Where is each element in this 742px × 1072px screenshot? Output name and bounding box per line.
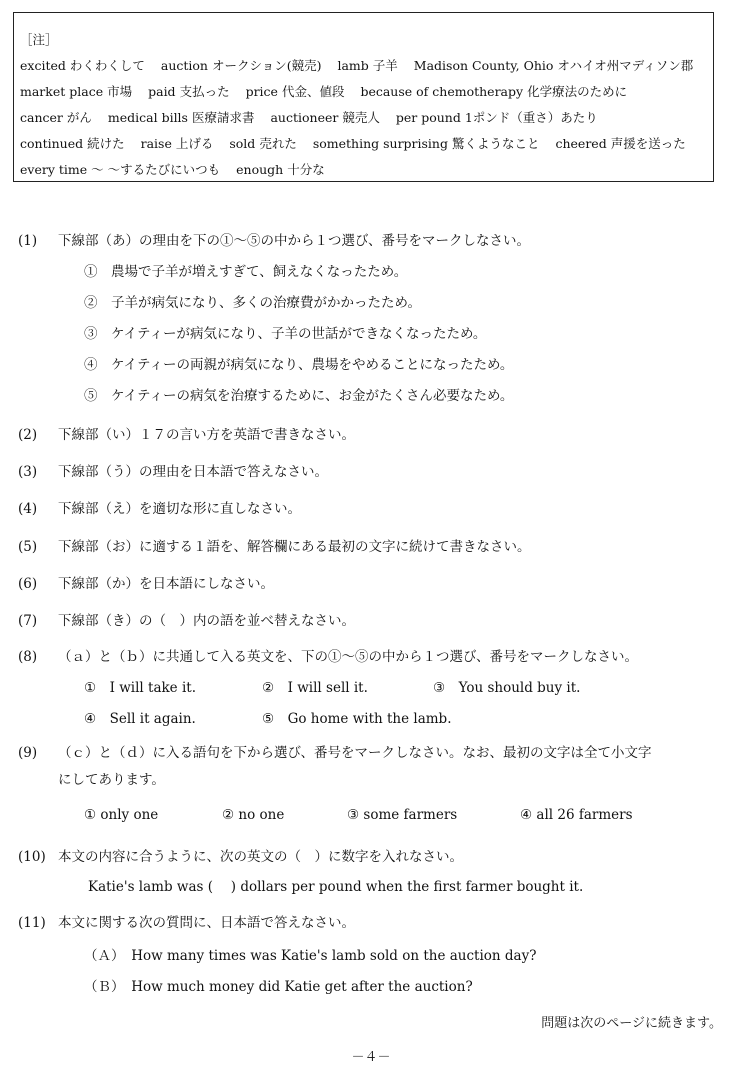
notes-row-4 <box>20 131 707 157</box>
question-9-continuation: にしてあります。 <box>58 772 165 788</box>
question-text: （ｃ）と（ｄ）に入る語句を下から選び、番号をマークしなさい。なお、最初の文字は全て小文字 <box>58 745 652 761</box>
q8-option-3: ③ You should buy it. <box>433 680 581 696</box>
question-6 <box>18 572 274 592</box>
continue-note: 問題は次のページに続きます。 <box>541 1016 722 1031</box>
question-10 <box>18 845 463 865</box>
question-7 <box>18 609 355 629</box>
notes-row-2 <box>20 79 707 105</box>
q1-option-1: ① 農場で子羊が増えすぎて、飼えなくなったため。 <box>84 264 408 280</box>
q8-option-2: ② I will sell it. <box>262 680 368 696</box>
q9-option-2: ② no one <box>222 807 285 823</box>
note-term: auctioneer 競売人 <box>270 110 380 125</box>
q9-option-3: ③ some farmers <box>347 807 458 823</box>
notes-title: ［注］ <box>20 32 58 47</box>
question-9 <box>18 741 651 761</box>
question-number: (11) <box>18 915 46 931</box>
note-term: auction オークション(競売) <box>160 58 322 73</box>
note-term: Madison County, Ohio オハイオ州マディソン郡 <box>413 58 694 73</box>
question-text: 下線部（い）１７の言い方を英語で書きなさい。 <box>58 427 355 443</box>
question-4 <box>18 497 301 517</box>
note-term: cancer がん <box>20 110 92 125</box>
question-2 <box>18 423 355 443</box>
question-number: (9) <box>18 745 38 761</box>
question-text: 下線部（う）の理由を日本語で答えなさい。 <box>58 464 328 480</box>
note-term: sold 売れた <box>229 136 297 151</box>
notes-row-5 <box>20 157 707 183</box>
q8-option-5: ⑤ Go home with the lamb. <box>262 711 452 727</box>
question-text: 下線部（え）を適切な形に直しなさい。 <box>58 501 301 517</box>
q8-option-1: ① I will take it. <box>84 680 196 696</box>
question-number: (1) <box>18 233 38 249</box>
q1-option-5: ⑤ ケイティーの病気を治療するために、お金がたくさん必要なため。 <box>84 388 514 404</box>
note-term: medical bills 医療請求書 <box>107 110 255 125</box>
note-term: price 代金、値段 <box>245 84 345 99</box>
question-number: (7) <box>18 613 38 629</box>
q1-option-2: ② 子羊が病気になり、多くの治療費がかかったため。 <box>84 295 421 311</box>
q9-option-4: ④ all 26 farmers <box>520 807 633 823</box>
question-text: 本文の内容に合うように、次の英文の（ ）に数字を入れなさい。 <box>58 849 463 865</box>
q11-sub-a: （Ａ） How many times was Katie's lamb sold on the auction day? <box>84 948 537 964</box>
note-term: cheered 声援を送った <box>555 136 686 151</box>
question-1 <box>18 229 530 249</box>
q10-sentence: Katie's lamb was ( ) dollars per pound when the first farmer bought it. <box>88 879 584 895</box>
question-number: (4) <box>18 501 38 517</box>
notes-box <box>13 12 714 182</box>
question-text: 下線部（あ）の理由を下の①～⑤の中から１つ選び、番号をマークしなさい。 <box>58 233 530 249</box>
note-term: paid 支払った <box>148 84 230 99</box>
question-text: （ａ）と（ｂ）に共通して入る英文を、下の①～⑤の中から１つ選び、番号をマークしなさい。 <box>58 649 638 665</box>
question-text: 下線部（き）の（ ）内の語を並べ替えなさい。 <box>58 613 355 629</box>
question-text: 下線部（か）を日本語にしなさい。 <box>58 576 274 592</box>
note-term: because of chemotherapy 化学療法のために <box>360 84 628 99</box>
note-term: something surprising 驚くようなこと <box>312 136 540 151</box>
question-text: 下線部（お）に適する１語を、解答欄にある最初の文字に続けて書きなさい。 <box>58 539 531 555</box>
q8-option-4: ④ Sell it again. <box>84 711 196 727</box>
q11-sub-b: （Ｂ） How much money did Katie get after the auction? <box>84 979 473 995</box>
question-number: (5) <box>18 539 38 555</box>
question-number: (10) <box>18 849 46 865</box>
note-term: every time ～ ～するたびにいつも <box>20 162 221 177</box>
note-term: lamb 子羊 <box>337 58 398 73</box>
note-term: continued 続けた <box>20 136 125 151</box>
q9-option-1: ① only one <box>84 807 159 823</box>
question-3 <box>18 460 328 480</box>
question-5 <box>18 535 531 555</box>
q1-option-3: ③ ケイティーが病気になり、子羊の世話ができなくなったため。 <box>84 326 487 342</box>
note-term: raise 上げる <box>140 136 214 151</box>
question-text: 本文に関する次の質問に、日本語で答えなさい。 <box>58 915 355 931</box>
question-number: (8) <box>18 649 38 665</box>
notes-row-3 <box>20 105 707 131</box>
note-term: per pound 1ポンド（重さ）あたり <box>395 110 598 125</box>
note-term: enough 十分な <box>236 162 325 177</box>
page-number: －４－ <box>351 1050 391 1065</box>
question-11 <box>18 911 355 931</box>
notes-row-1 <box>20 53 707 79</box>
question-number: (3) <box>18 464 38 480</box>
question-number: (2) <box>18 427 38 443</box>
q1-option-4: ④ ケイティーの両親が病気になり、農場をやめることになったため。 <box>84 357 514 373</box>
question-8 <box>18 645 638 665</box>
question-number: (6) <box>18 576 38 592</box>
note-term: excited わくわくして <box>20 58 145 73</box>
note-term: market place 市場 <box>20 84 133 99</box>
